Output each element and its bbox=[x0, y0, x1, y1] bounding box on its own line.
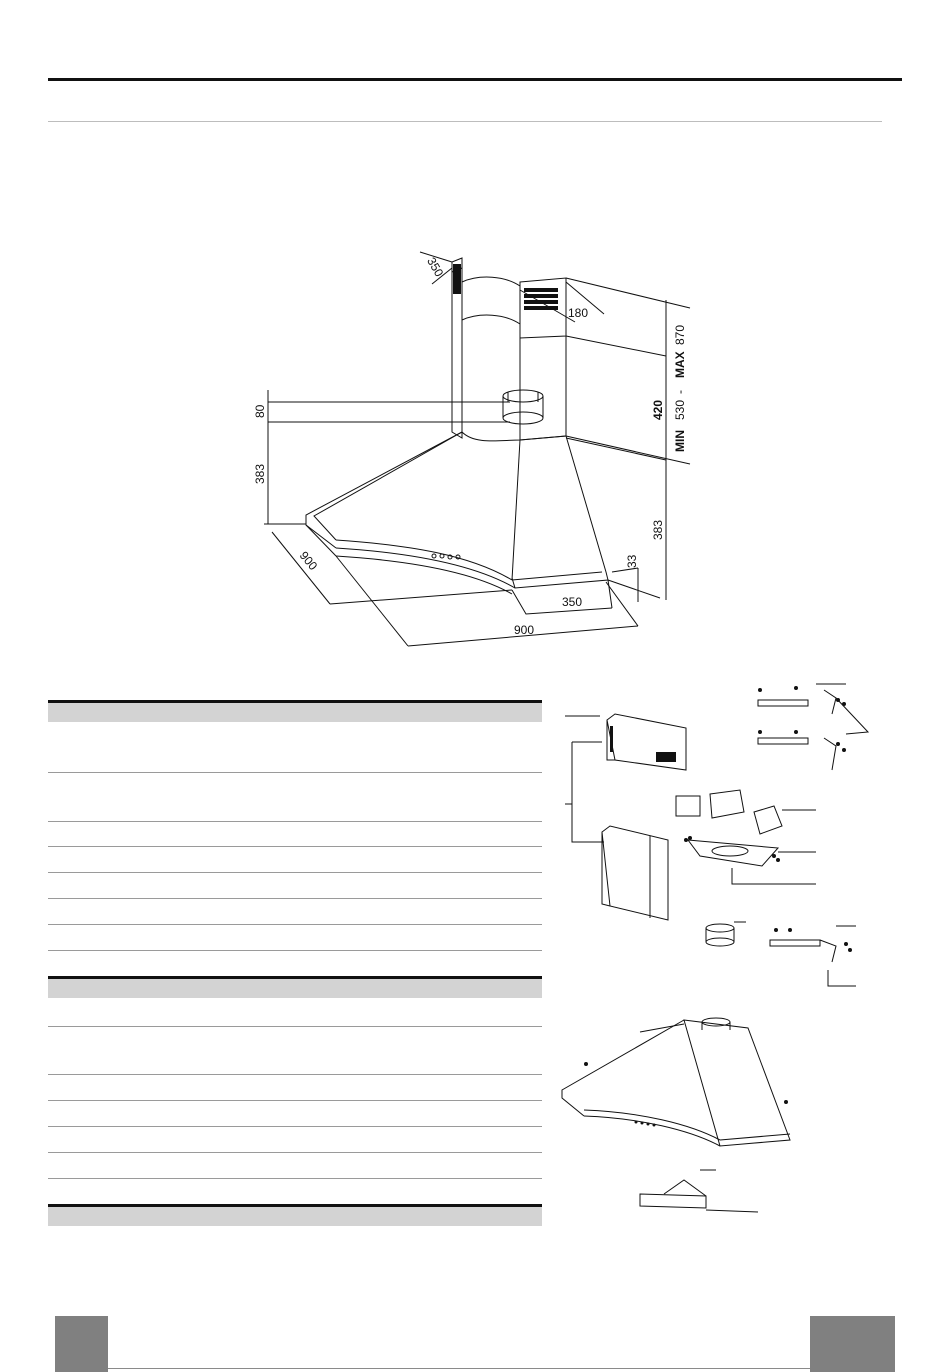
table-row-divider bbox=[48, 1152, 542, 1153]
top-rule bbox=[48, 78, 902, 81]
dim-530: 530 bbox=[673, 399, 687, 420]
dim-180: 180 bbox=[568, 306, 589, 320]
table-row-divider bbox=[48, 1074, 542, 1075]
header-underline bbox=[48, 121, 882, 122]
table-row-divider bbox=[48, 772, 542, 773]
dim-min-label: MIN bbox=[673, 430, 687, 452]
footer-page-block-left bbox=[55, 1316, 108, 1372]
hood-dimension-drawing bbox=[240, 250, 700, 650]
table-row-divider bbox=[48, 1100, 542, 1101]
dim-350-bottom: 350 bbox=[562, 595, 583, 609]
table-row-divider bbox=[48, 1126, 542, 1127]
dim-383-left: 383 bbox=[253, 463, 267, 484]
installation-table-header bbox=[48, 976, 542, 998]
parts-exploded-drawing bbox=[555, 678, 875, 1223]
table-row-divider bbox=[48, 924, 542, 925]
table-row-divider bbox=[48, 872, 542, 873]
dim-870: 870 bbox=[673, 324, 687, 345]
documentation-table-header bbox=[48, 1204, 542, 1226]
dim-max-label: MAX bbox=[673, 351, 687, 378]
dim-420: 420 bbox=[651, 399, 665, 420]
table-row-divider bbox=[48, 846, 542, 847]
dim-80: 80 bbox=[253, 404, 267, 418]
dim-900-left: 900 bbox=[296, 548, 321, 573]
table-row-divider bbox=[48, 821, 542, 822]
components-table bbox=[48, 700, 542, 955]
table-row-divider bbox=[48, 1178, 542, 1179]
dim-900-bottom: 900 bbox=[514, 623, 535, 637]
dim-383-right: 383 bbox=[651, 519, 665, 540]
table-row-divider bbox=[48, 1026, 542, 1027]
installation-components-table bbox=[48, 976, 542, 1231]
footer-page-block-right bbox=[810, 1316, 895, 1372]
table-row-divider bbox=[48, 898, 542, 899]
table-row-divider bbox=[48, 950, 542, 951]
dim-350-top: 350 bbox=[424, 254, 447, 280]
footer-line bbox=[108, 1368, 810, 1369]
dim-33: 33 bbox=[625, 554, 639, 568]
dim-dash: - bbox=[673, 390, 687, 394]
components-table-header bbox=[48, 700, 542, 722]
